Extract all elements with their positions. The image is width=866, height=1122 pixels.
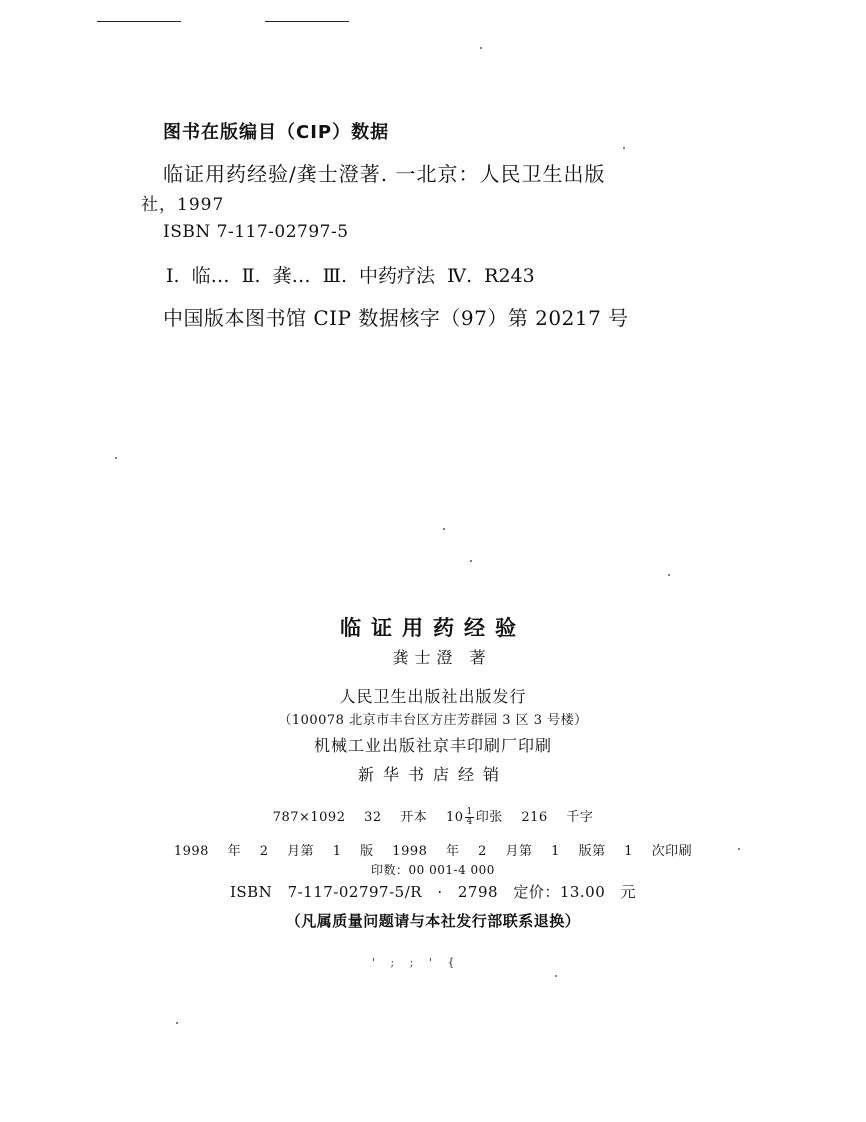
cip-classification: Ⅰ. 临… Ⅱ. 龚… Ⅲ. 中药疗法 Ⅳ. R243 [166,265,535,287]
spec-sheets-whole: 10 [445,810,464,825]
scan-speck [470,560,472,562]
spec-sheets-denominator: 4 [466,817,473,827]
scan-noise-marks: ' ; ; ' { [372,956,461,969]
scan-speck [176,1022,178,1024]
author: 龚士澄 著 [392,648,492,667]
spec-sheets [445,807,503,827]
scan-speck [443,528,445,530]
return-notice: （凡属质量问题请与本社发行部联系退换） [285,912,581,930]
cip-description-line2: 社，1997 [141,195,225,215]
book-title: 临证用药经验 [340,616,526,640]
isbn-price-line [0,881,866,902]
publisher: 人民卫生出版社出版发行 [339,687,527,706]
spec-words: 216 千字 [521,810,594,825]
spec-sheets-unit: 印张 [475,810,503,825]
scan-speck [480,47,482,49]
scan-speck [555,975,557,977]
cip-description-line1: 临证用药经验/龚士澄著. 一北京：人民卫生出版 [163,162,606,186]
spec-folio: 32 开本 [364,810,428,825]
distributor: 新华书店经销 [357,765,508,784]
book-specs [0,806,866,827]
scan-speck [623,147,625,149]
spec-sheets-numerator: 1 [466,807,473,817]
edition-info [0,840,866,859]
spec-format: 787×1092 [272,810,346,825]
price: 定价：13.00 元 [513,883,637,901]
spec-sheets-fraction [465,808,473,827]
cip-heading: 图书在版编目（CIP）数据 [163,122,390,143]
scan-speck [668,574,670,576]
top-rule-right [265,21,349,22]
colophon-isbn: ISBN 7-117-02797-5/R · 2798 [229,883,499,901]
first-edition: 1998 年 2 月第 1 版 [173,844,374,859]
printer: 机械工业出版社京丰印刷厂印刷 [313,736,552,755]
cip-isbn: ISBN 7-117-02797-5 [163,222,349,242]
print-run: 印数：00 001-4 000 [371,863,495,877]
publisher-address: （100078 北京市丰台区方庄芳群园 3 区 3 号楼） [278,713,588,728]
top-rule-left [97,21,181,22]
first-printing: 1998 年 2 月第 1 版第 1 次印刷 [392,844,693,859]
scan-speck [115,457,117,459]
cip-check-number: 中国版本图书馆 CIP 数据核字（97）第 20217 号 [163,306,629,330]
